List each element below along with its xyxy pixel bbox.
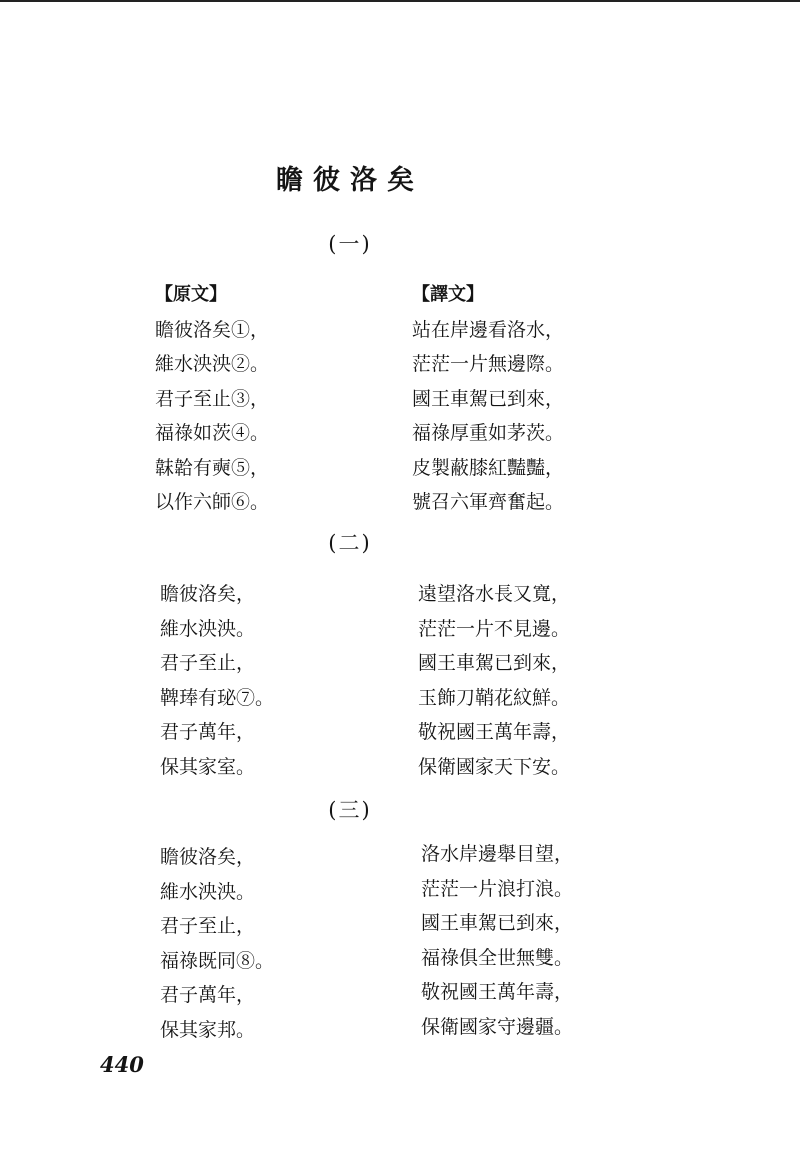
top-border-line (0, 0, 800, 2)
translation-line: 茫茫一片浪打浪。 (421, 877, 574, 900)
verse-line: 維水泱泱。 (160, 880, 256, 903)
verse-line: 君子萬年， (160, 721, 256, 743)
original-label: 【原文】 (155, 284, 227, 305)
section-heading-3: (三) (328, 798, 372, 822)
verse-line: 以作六師⑥。 (155, 491, 270, 513)
original-text-column-1 (155, 278, 269, 520)
translation-line: 站在岸邊看洛水， (412, 318, 565, 341)
verse-line: 瞻彼洛矣， (160, 583, 256, 605)
verse-line: 鞞琫有珌⑦。 (160, 686, 275, 709)
translation-line: 遠望洛水長又寬， (418, 583, 571, 605)
translation-line: 國王車駕已到來， (421, 912, 574, 934)
translation-line: 皮製蔽膝紅豔豔， (412, 456, 565, 479)
verse-line: 福祿既同⑧。 (160, 949, 275, 972)
original-text-column-2 (160, 577, 274, 784)
translation-line: 保衛國家天下安。 (418, 755, 571, 778)
verse-line: 瞻彼洛矣①， (155, 318, 270, 341)
verse-line: 君子萬年， (160, 984, 256, 1006)
verse-line: 維水泱泱②。 (155, 353, 270, 375)
translation-line: 敬祝國王萬年壽， (418, 721, 571, 743)
verse-line: 福祿如茨④。 (155, 422, 270, 444)
translation-line: 福祿俱全世無雙。 (421, 946, 574, 969)
translation-column-2 (418, 577, 570, 784)
verse-line: 君子至止③， (155, 387, 270, 410)
translation-line: 茫茫一片無邊際。 (412, 353, 565, 375)
page-number: 440 (100, 1052, 144, 1077)
translation-column-1 (412, 278, 564, 520)
verse-line: 維水泱泱。 (160, 617, 256, 640)
section-heading-1: (一) (328, 232, 372, 256)
translation-line: 玉飾刀鞘花紋鮮。 (418, 686, 571, 709)
translation-line: 福祿厚重如茅茨。 (412, 422, 565, 444)
poem-title: 瞻彼洛矣 (276, 165, 424, 196)
translation-line: 國王車駕已到來， (412, 387, 565, 410)
section-heading-2: (二) (328, 531, 372, 555)
translation-line: 茫茫一片不見邊。 (418, 617, 571, 640)
translation-column-3 (421, 837, 573, 1044)
translation-line: 國王車駕已到來， (418, 652, 571, 674)
verse-line: 君子至止， (160, 915, 256, 937)
verse-line: 保其家室。 (160, 755, 256, 778)
translation-line: 保衛國家守邊疆。 (421, 1015, 574, 1038)
verse-line: 韎韐有奭⑤， (155, 456, 270, 479)
translation-label: 【譯文】 (412, 284, 484, 305)
original-text-column-3 (160, 840, 274, 1047)
verse-line: 君子至止， (160, 652, 256, 674)
translation-line: 敬祝國王萬年壽， (421, 981, 574, 1003)
verse-line: 瞻彼洛矣， (160, 846, 256, 868)
translation-line: 號召六軍齊奮起。 (412, 491, 565, 513)
verse-line: 保其家邦。 (160, 1018, 256, 1041)
translation-line: 洛水岸邊舉目望， (421, 843, 574, 865)
